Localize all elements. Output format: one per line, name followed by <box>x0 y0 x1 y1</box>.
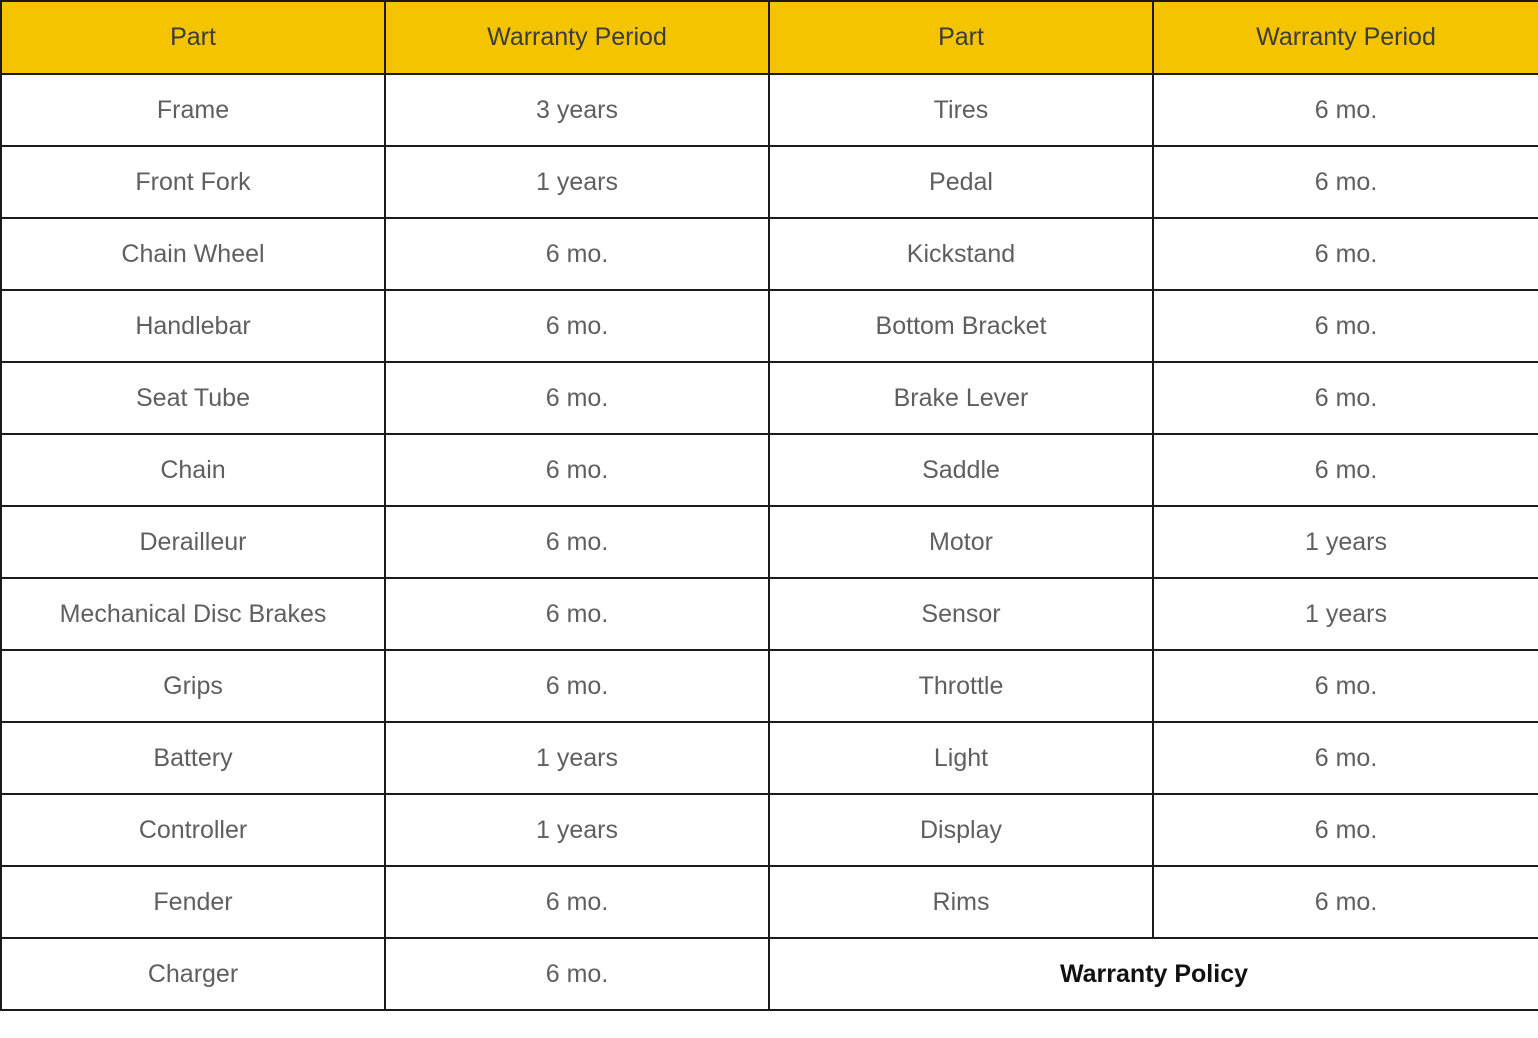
period-cell: 6 mo. <box>1153 362 1538 434</box>
part-cell: Tires <box>769 74 1153 146</box>
period-cell: 6 mo. <box>1153 434 1538 506</box>
part-cell: Chain <box>1 434 385 506</box>
part-cell: Kickstand <box>769 218 1153 290</box>
period-cell: 6 mo. <box>385 218 769 290</box>
period-cell: 6 mo. <box>1153 866 1538 938</box>
part-cell: Pedal <box>769 146 1153 218</box>
header-part-1: Part <box>1 1 385 74</box>
part-cell: Frame <box>1 74 385 146</box>
period-cell: 6 mo. <box>1153 146 1538 218</box>
table-row <box>1 794 1538 866</box>
part-cell: Light <box>769 722 1153 794</box>
period-cell: 6 mo. <box>1153 794 1538 866</box>
part-cell: Brake Lever <box>769 362 1153 434</box>
part-cell: Grips <box>1 650 385 722</box>
period-cell: 1 years <box>1153 578 1538 650</box>
period-cell: 6 mo. <box>385 434 769 506</box>
table-row <box>1 866 1538 938</box>
period-cell: 6 mo. <box>385 290 769 362</box>
period-cell: 3 years <box>385 74 769 146</box>
header-warranty-period-2: Warranty Period <box>1153 1 1538 74</box>
part-cell: Battery <box>1 722 385 794</box>
header-part-2: Part <box>769 1 1153 74</box>
header-warranty-period-1: Warranty Period <box>385 1 769 74</box>
part-cell: Display <box>769 794 1153 866</box>
period-cell: 6 mo. <box>385 938 769 1010</box>
table-row <box>1 218 1538 290</box>
period-cell: 6 mo. <box>385 578 769 650</box>
part-cell: Throttle <box>769 650 1153 722</box>
table-row <box>1 650 1538 722</box>
part-cell: Mechanical Disc Brakes <box>1 578 385 650</box>
part-cell: Front Fork <box>1 146 385 218</box>
table-row <box>1 362 1538 434</box>
part-cell: Controller <box>1 794 385 866</box>
table-row <box>1 74 1538 146</box>
table-row <box>1 722 1538 794</box>
period-cell: 6 mo. <box>1153 290 1538 362</box>
table-row <box>1 938 1538 1010</box>
period-cell: 1 years <box>385 722 769 794</box>
period-cell: 6 mo. <box>1153 74 1538 146</box>
part-cell: Sensor <box>769 578 1153 650</box>
part-cell: Handlebar <box>1 290 385 362</box>
part-cell: Seat Tube <box>1 362 385 434</box>
part-cell: Charger <box>1 938 385 1010</box>
warranty-policy-link[interactable]: Warranty Policy <box>769 938 1538 1010</box>
table-row <box>1 290 1538 362</box>
period-cell: 6 mo. <box>385 506 769 578</box>
table-row <box>1 506 1538 578</box>
period-cell: 1 years <box>385 794 769 866</box>
header-row <box>1 1 1538 74</box>
table-row <box>1 146 1538 218</box>
period-cell: 6 mo. <box>1153 650 1538 722</box>
table-body <box>1 74 1538 1010</box>
table-header <box>1 1 1538 74</box>
table-row <box>1 434 1538 506</box>
period-cell: 6 mo. <box>1153 722 1538 794</box>
part-cell: Chain Wheel <box>1 218 385 290</box>
part-cell: Fender <box>1 866 385 938</box>
part-cell: Motor <box>769 506 1153 578</box>
period-cell: 6 mo. <box>1153 218 1538 290</box>
part-cell: Saddle <box>769 434 1153 506</box>
part-cell: Bottom Bracket <box>769 290 1153 362</box>
period-cell: 6 mo. <box>385 650 769 722</box>
period-cell: 6 mo. <box>385 866 769 938</box>
period-cell: 6 mo. <box>385 362 769 434</box>
period-cell: 1 years <box>385 146 769 218</box>
part-cell: Derailleur <box>1 506 385 578</box>
period-cell: 1 years <box>1153 506 1538 578</box>
part-cell: Rims <box>769 866 1153 938</box>
table-row <box>1 578 1538 650</box>
